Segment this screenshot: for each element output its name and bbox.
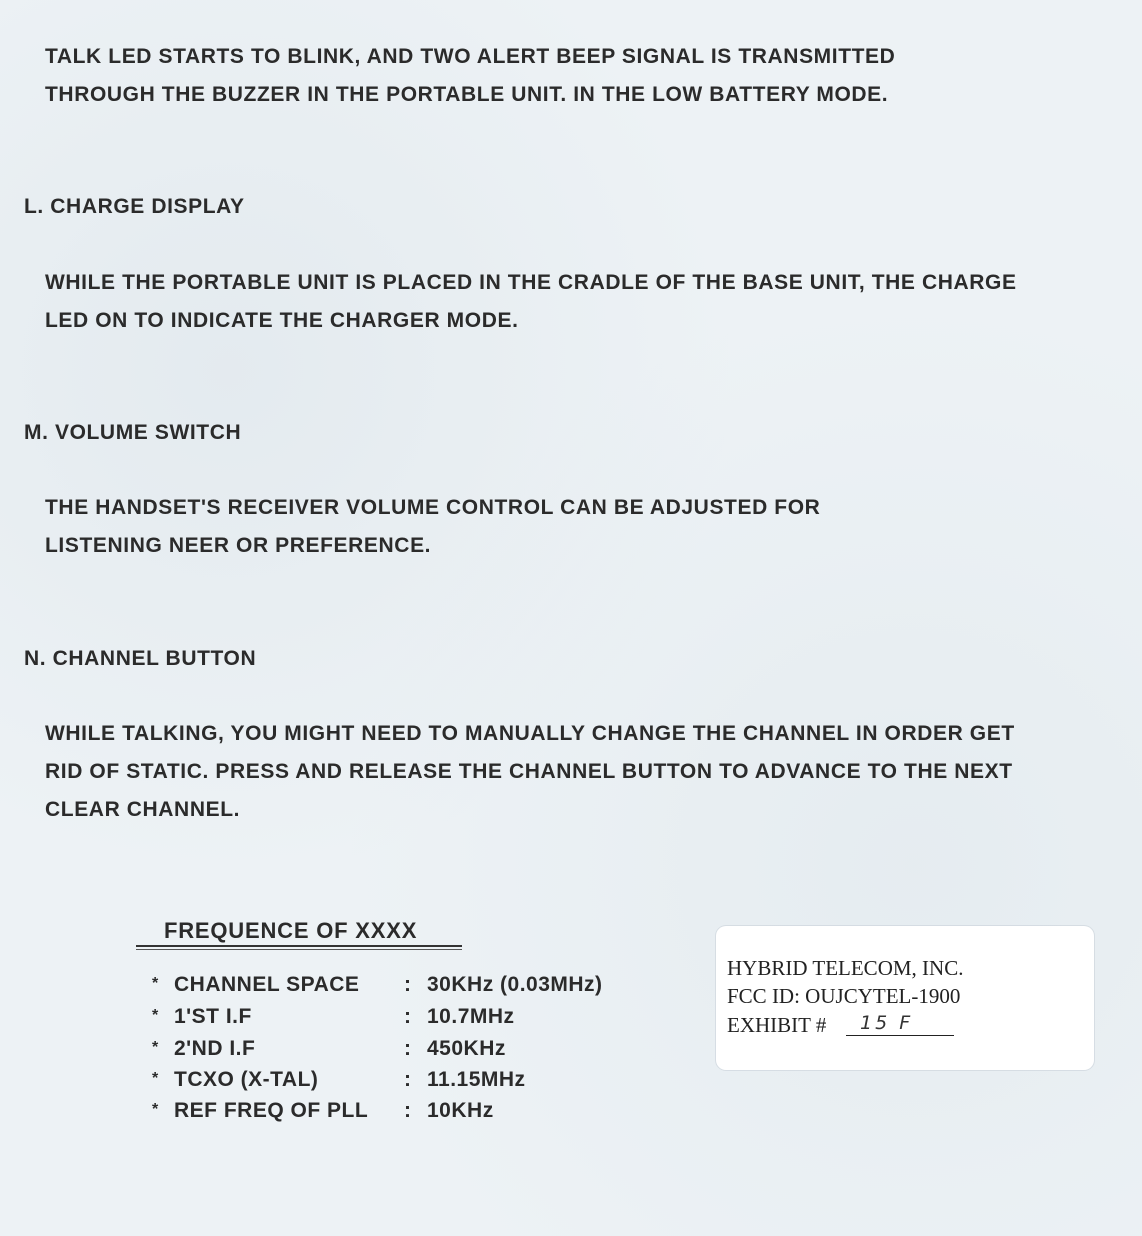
frequency-title-underline [136,945,462,950]
spec-value: 10.7MHz [427,1005,515,1028]
section-heading-channel-button: N. CHANNEL BUTTON [24,647,257,670]
volume-switch-line-2: LISTENING NEER OR PREFERENCE. [45,534,432,557]
spec-colon: : [404,1099,412,1122]
spec-label: TCXO (X-TAL) [174,1068,319,1091]
channel-button-line-1: WHILE TALKING, YOU MIGHT NEED TO MANUALLY CHANGE THE CHANNEL IN ORDER GET [45,722,1015,745]
bullet-asterisk: * [152,1039,159,1056]
spec-value: 30KHz (0.03MHz) [427,973,603,996]
stamp-exhibit-label: EXHIBIT # [727,1013,827,1037]
channel-button-line-3: CLEAR CHANNEL. [45,798,241,821]
exhibit-stamp-label [716,926,1094,1070]
charge-display-line-2: LED ON TO INDICATE THE CHARGER MODE. [45,309,519,332]
spec-label: CHANNEL SPACE [174,973,360,996]
bullet-asterisk: * [152,975,159,992]
intro-line-2: THROUGH THE BUZZER IN THE PORTABLE UNIT. IN THE LOW BATTERY MODE. [45,83,889,106]
stamp-fcc-id: FCC ID: OUJCYTEL-1900 [727,984,961,1008]
bullet-asterisk: * [152,1007,159,1024]
stamp-company: HYBRID TELECOM, INC. [727,956,964,980]
spec-colon: : [404,1005,412,1028]
spec-colon: : [404,973,412,996]
bullet-asterisk: * [152,1101,159,1118]
spec-value: 450KHz [427,1037,506,1060]
charge-display-line-1: WHILE THE PORTABLE UNIT IS PLACED IN THE CRADLE OF THE BASE UNIT, THE CHARGE [45,271,1017,294]
bullet-asterisk: * [152,1070,159,1087]
section-heading-charge-display: L. CHARGE DISPLAY [24,195,245,218]
spec-value: 11.15MHz [427,1068,526,1091]
stamp-exhibit-handwritten-value: 15 F [846,1011,954,1036]
channel-button-line-2: RID OF STATIC. PRESS AND RELEASE THE CHANNEL BUTTON TO ADVANCE TO THE NEXT [45,760,1013,783]
section-heading-volume-switch: M. VOLUME SWITCH [24,421,242,444]
spec-colon: : [404,1068,412,1091]
intro-line-1: TALK LED STARTS TO BLINK, AND TWO ALERT BEEP SIGNAL IS TRANSMITTED [45,45,896,68]
spec-label: 2'ND I.F [174,1037,256,1060]
volume-switch-line-1: THE HANDSET'S RECEIVER VOLUME CONTROL CAN BE ADJUSTED FOR [45,496,821,519]
spec-value: 10KHz [427,1099,494,1122]
frequency-title: FREQUENCE OF XXXX [164,918,418,943]
spec-colon: : [404,1037,412,1060]
spec-label: REF FREQ OF PLL [174,1099,369,1122]
spec-label: 1'ST I.F [174,1005,252,1028]
